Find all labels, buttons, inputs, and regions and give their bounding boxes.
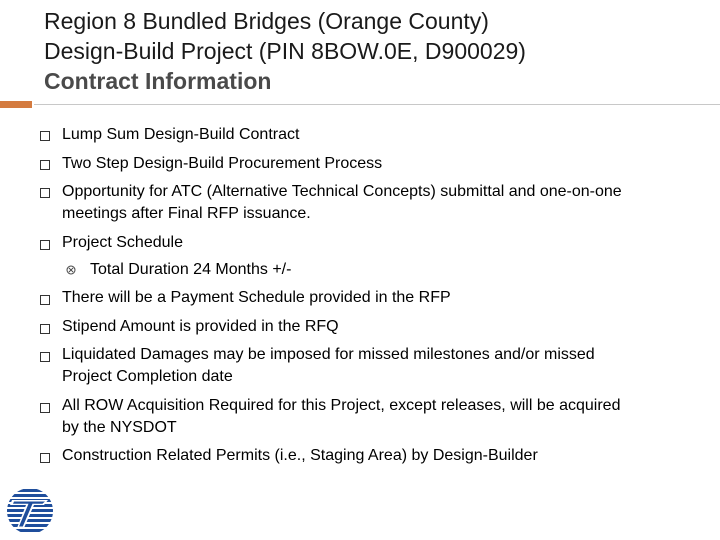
bullet-item-line: Liquidated Damages may be imposed for missed milestones and/or missed [62,346,595,363]
bullet-item-line: Project Completion date [62,368,233,385]
bullet-item: There will be a Payment Schedule provided in the RFP [62,289,451,306]
bullet-item-line: by the NYSDOT [62,419,177,436]
circle-x-bullet-icon [66,265,76,275]
square-bullet-icon [40,403,50,413]
slide-subtitle: Contract Information [44,68,272,94]
bullet-item: Two Step Design-Build Procurement Process [62,155,383,172]
title-line-2: Design-Build Project (PIN 8BOW.0E, D900029) [44,38,526,64]
bullet-item: Lump Sum Design-Build Contract [62,126,300,143]
bullet-item: Project Schedule [62,234,183,251]
title-line-1: Region 8 Bundled Bridges (Orange County) [44,8,489,34]
square-bullet-icon [40,453,50,463]
bullet-item [62,344,712,388]
bullet-item-line: meetings after Final RFP issuance. [62,205,311,222]
bullet-item [62,181,712,225]
square-bullet-icon [40,352,50,362]
bullet-item: Construction Related Permits (i.e., Staging Area) by Design-Builder [62,447,538,464]
square-bullet-icon [40,188,50,198]
bullet-item-line: All ROW Acquisition Required for this Project, except releases, will be acquired [62,397,621,414]
nysdot-logo [4,486,56,536]
sub-bullet-item: Total Duration 24 Months +/- [90,261,292,278]
square-bullet-icon [40,295,50,305]
bullet-item-line: Opportunity for ATC (Alternative Technical Concepts) submittal and one-on-one [62,183,622,200]
square-bullet-icon [40,240,50,250]
square-bullet-icon [40,324,50,334]
bullet-item [62,395,712,439]
bullet-item: Stipend Amount is provided in the RFQ [62,318,339,335]
square-bullet-icon [40,131,50,141]
square-bullet-icon [40,160,50,170]
